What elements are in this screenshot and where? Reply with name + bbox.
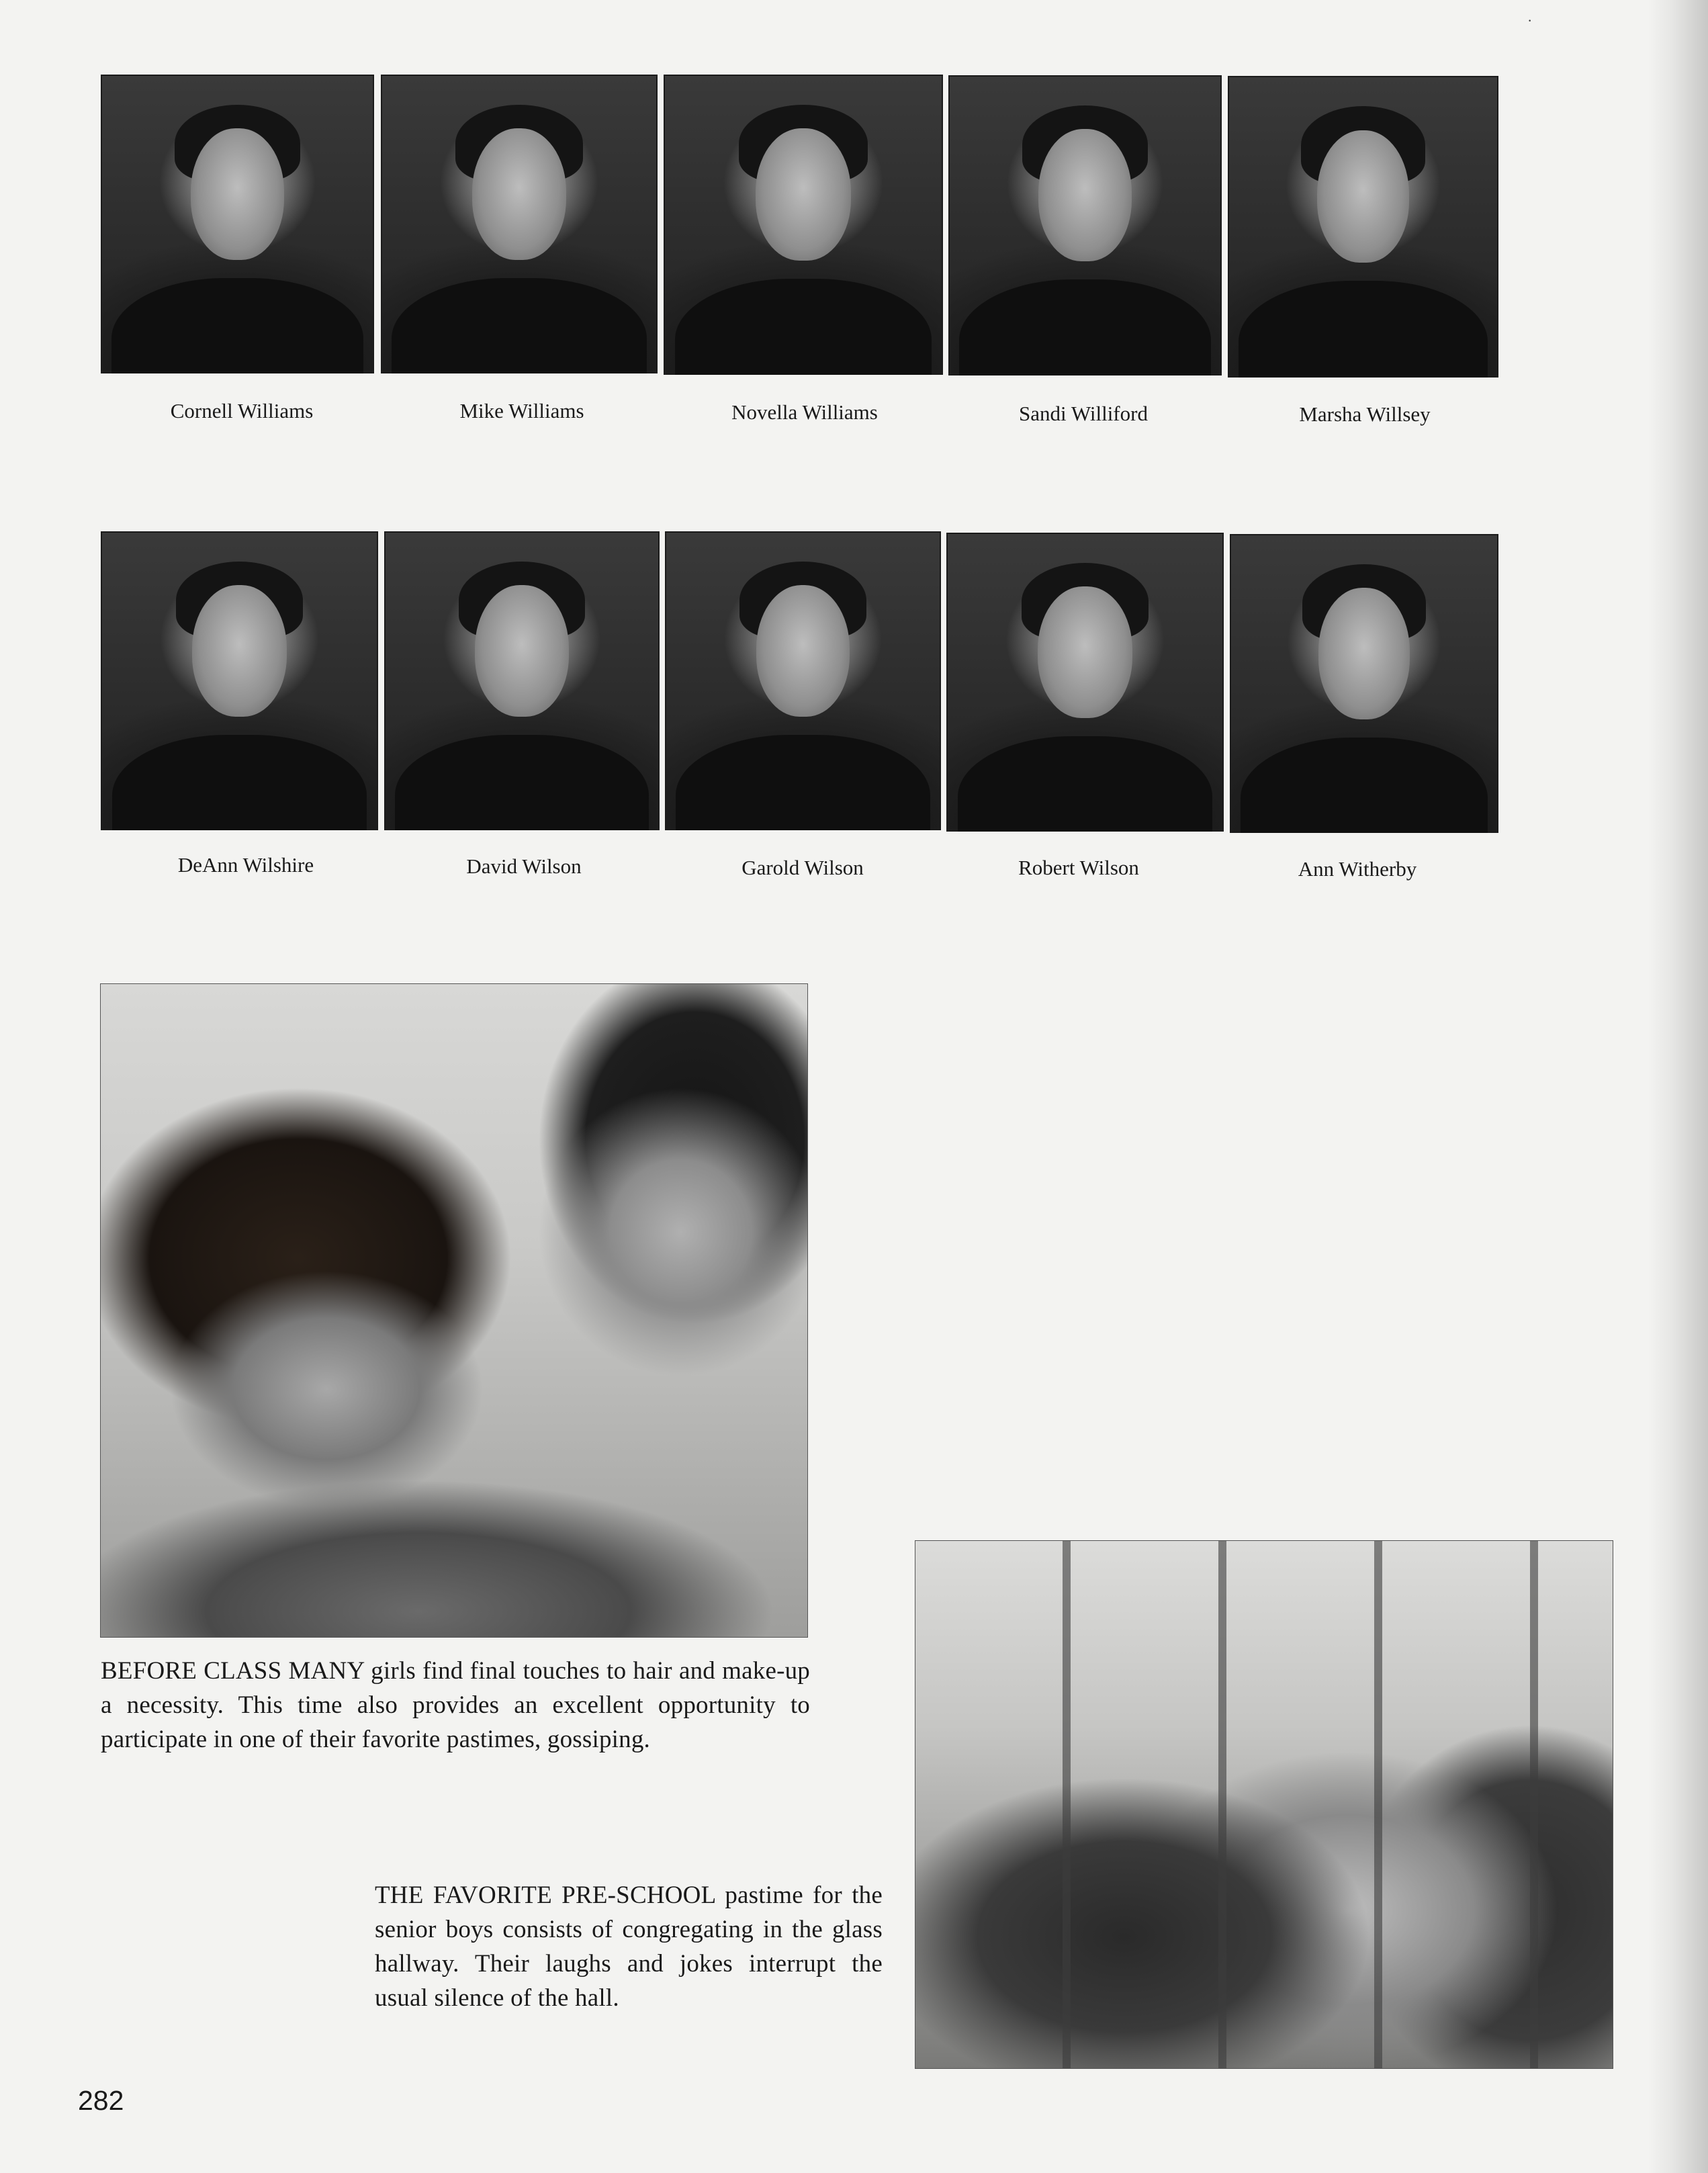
portrait-photo <box>665 531 941 830</box>
candid-photo-girls <box>100 983 808 1638</box>
portrait-name: Cornell Williams <box>170 399 314 423</box>
portrait-name: DeAnn Wilshire <box>177 853 314 877</box>
portrait-name: Robert Wilson <box>1018 856 1139 879</box>
page-number: 282 <box>78 2085 124 2116</box>
portrait-photo <box>1230 534 1498 833</box>
caption-boys: THE FAVORITE PRE-SCHOOL pastime for the senior boys consists of congregating in the glass hallway. Their laughs and jokes interrupt the usual silence of the hall. <box>375 1881 883 2012</box>
portrait-name: Marsha Willsey <box>1299 402 1431 426</box>
portrait-name: Sandi Williford <box>1019 402 1148 425</box>
portrait-photo <box>1228 76 1498 378</box>
portrait-photo <box>384 531 660 830</box>
portrait-photo <box>946 533 1224 832</box>
page-edge-shadow <box>1648 0 1708 2173</box>
candid-photo-boys <box>915 1540 1613 2069</box>
portrait-photo <box>948 75 1222 375</box>
portrait-name: Ann Witherby <box>1298 857 1417 881</box>
portrait-photo <box>101 75 374 373</box>
portrait-photo <box>101 531 378 830</box>
caption-girls: BEFORE CLASS MANY girls find final touches to hair and make-up a necessity. This time also provides an excellent opportunity to participate in one of their favorite pastimes, gossiping. <box>101 1657 810 1753</box>
portrait-name: Mike Williams <box>459 399 584 423</box>
portrait-name: Novella Williams <box>731 400 878 424</box>
portrait-name: David Wilson <box>466 854 582 878</box>
portrait-photo <box>664 75 943 375</box>
portrait-photo <box>381 75 658 373</box>
scan-mark: · <box>1527 12 1533 29</box>
portrait-name: Garold Wilson <box>741 856 864 879</box>
